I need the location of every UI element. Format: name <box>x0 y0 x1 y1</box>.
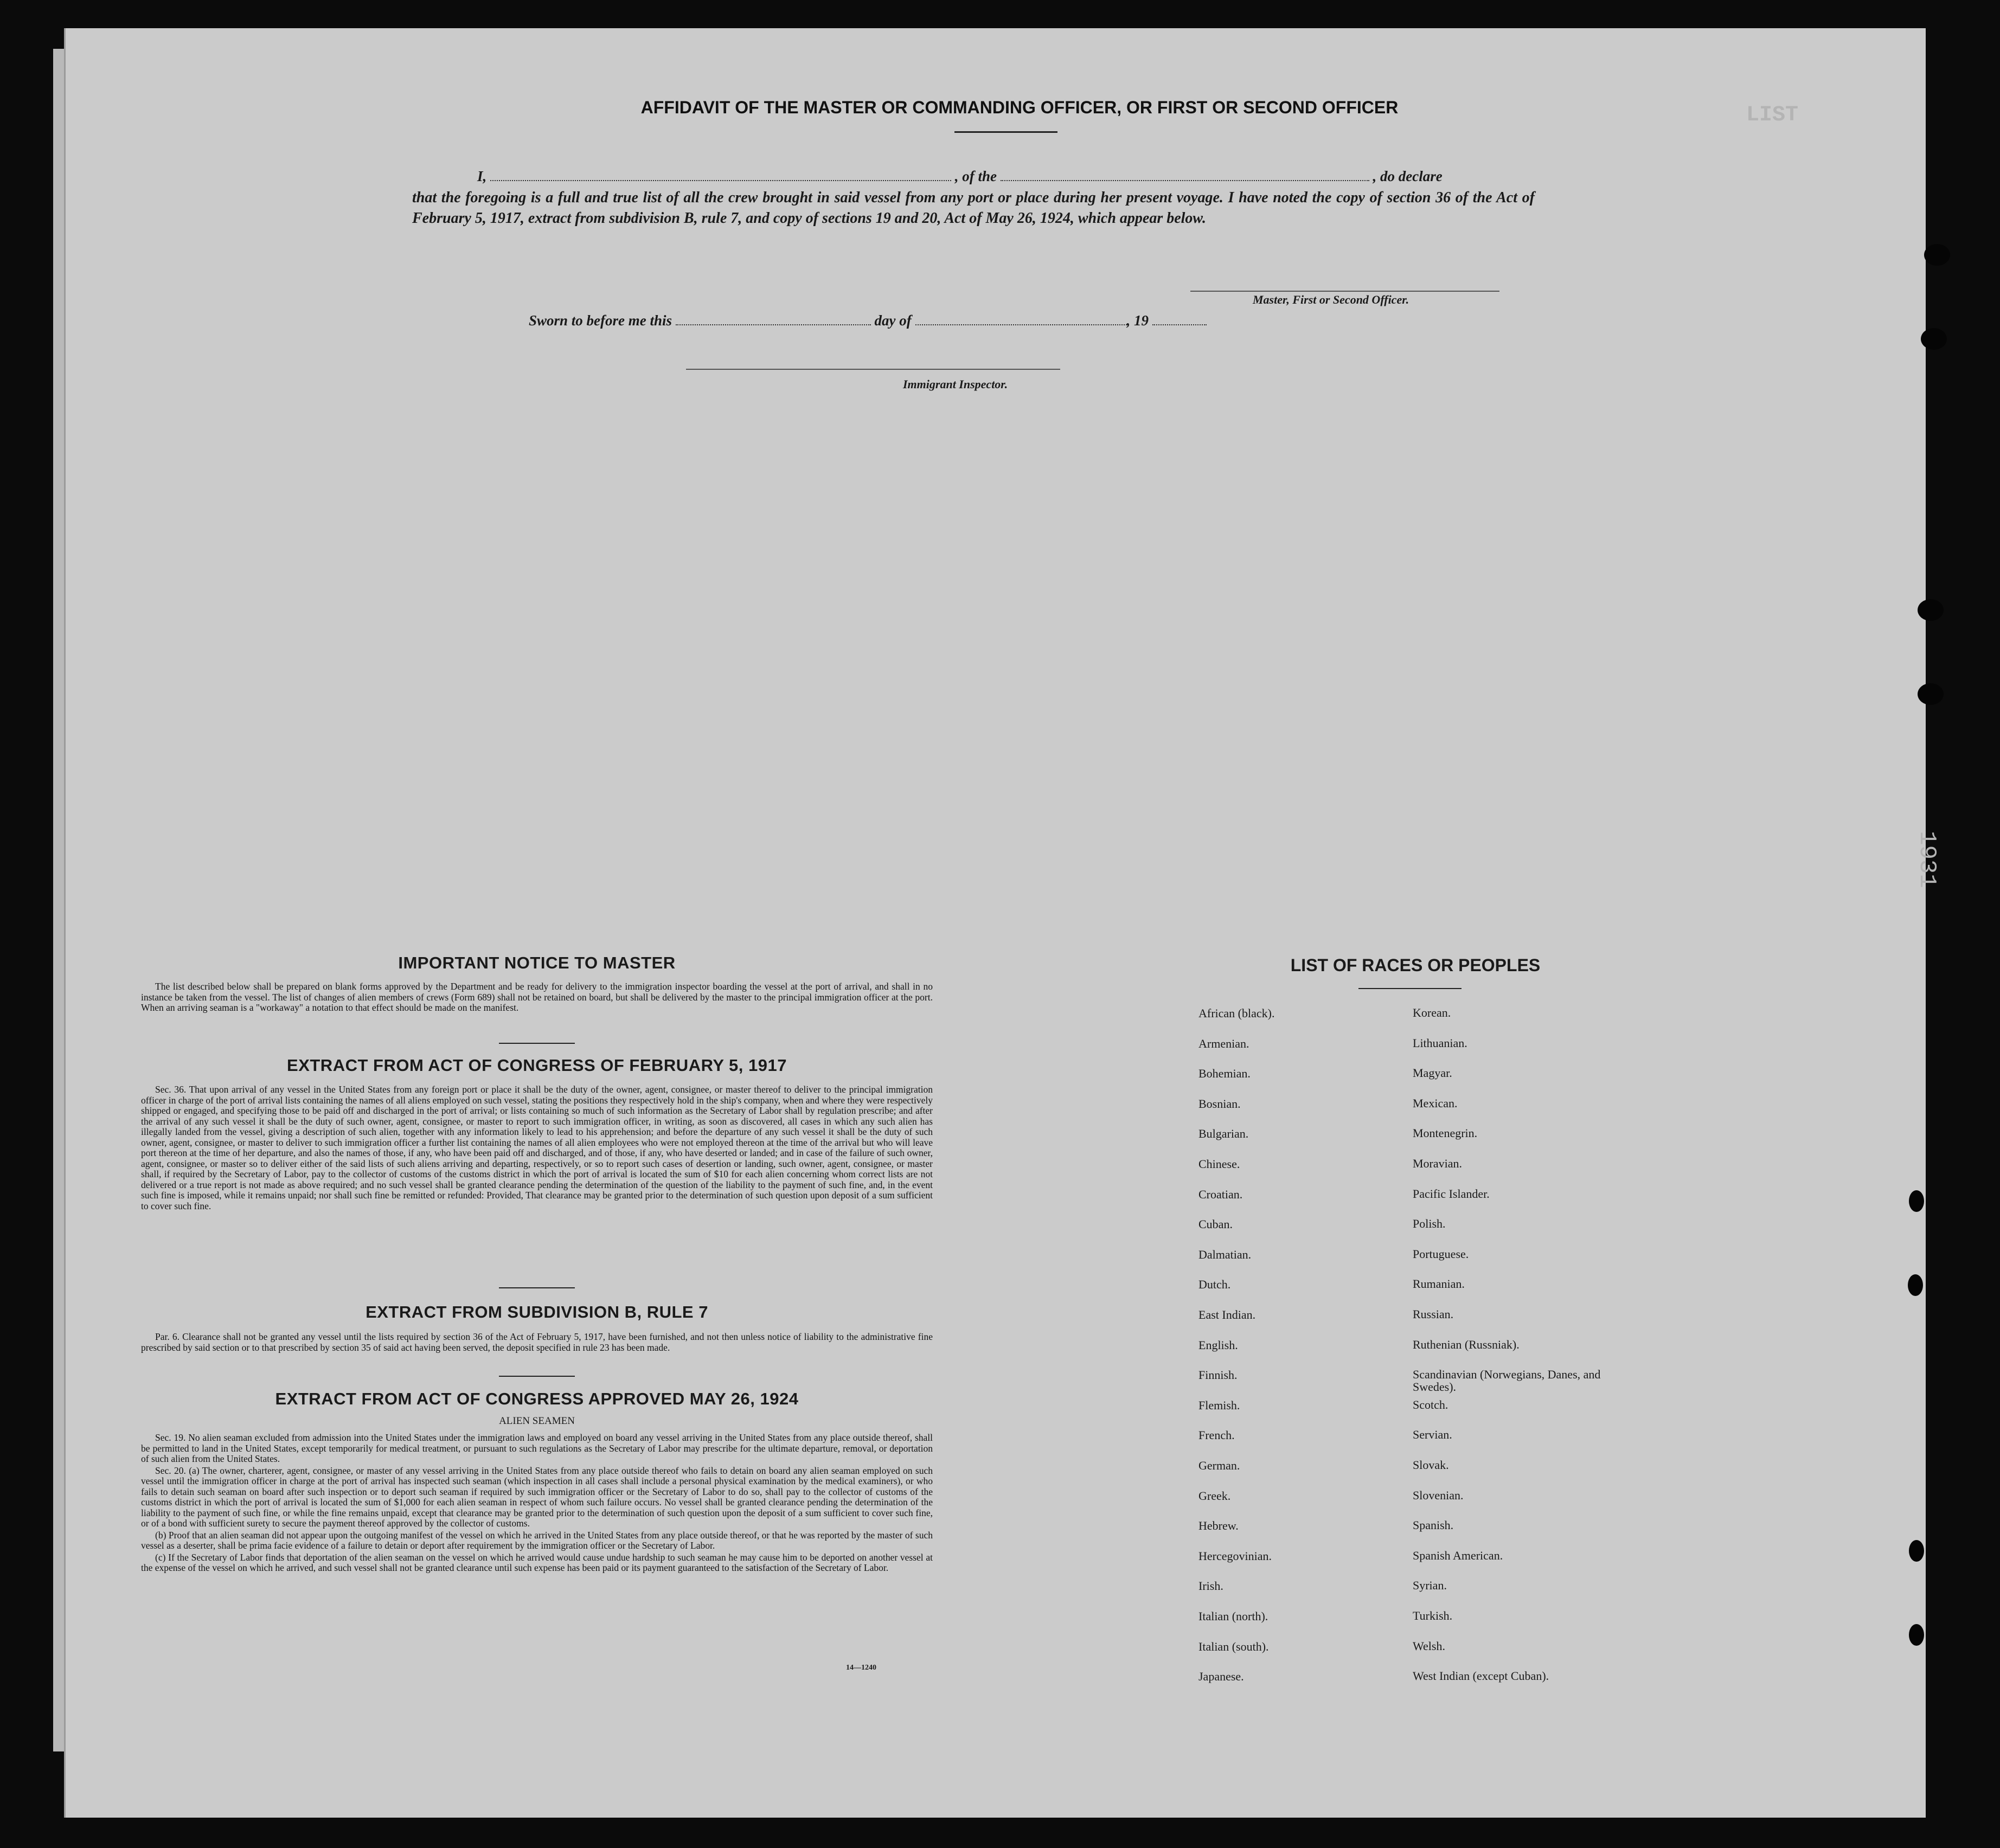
sworn-year-label: , 19 <box>1126 312 1149 329</box>
race-item-left: Bulgarian. <box>1198 1127 1249 1140</box>
race-item-left: Japanese. <box>1198 1670 1244 1683</box>
sec20c-paragraph: (c) If the Secretary of Labor finds that deportation of the alien seaman on the vessel on which he arrived would cause undue hardship to such seaman he may cause him to be deported on another vessel at the expense of the vessel on which he arrived, and such vessel shall not be granted clearance until such expense has been paid or its payment guaranteed to the satisfaction of the Secretary of Labor. <box>141 1551 933 1573</box>
section-divider <box>499 1043 575 1044</box>
race-item-left: Chinese. <box>1198 1157 1240 1171</box>
race-item-left: Dutch. <box>1198 1278 1231 1291</box>
race-item-left: Finnish. <box>1198 1368 1238 1382</box>
section-divider <box>499 1287 575 1288</box>
race-item-right: Rumanian. <box>1413 1277 1465 1291</box>
race-item-left: Armenian. <box>1198 1037 1249 1050</box>
notice-text <box>141 981 933 1015</box>
race-item-left: African (black). <box>1198 1006 1275 1020</box>
race-item-right: Spanish. <box>1413 1518 1454 1532</box>
race-item-right: Polish. <box>1413 1217 1446 1230</box>
vessel-field[interactable] <box>1001 167 1369 181</box>
affidavit-title: AFFIDAVIT OF THE MASTER OR COMMANDING OFFICER, OR FIRST OR SECOND OFFICER <box>640 98 1399 117</box>
race-item-right: Korean. <box>1413 1006 1451 1019</box>
declaration-of: , of the <box>954 168 997 184</box>
punch-hole <box>1918 599 1944 621</box>
sec20b-paragraph: (b) Proof that an alien seaman did not appear upon the outgoing manifest of the vessel on which he arrived in the United States from any place outside thereof, or that he was reported by the master of such vessel as a deserter, shall be prima facie evidence of a failure to detain or deport after requirement by the immigration officer or the Secretary of Labor. <box>141 1529 933 1551</box>
declaration-declare: , do declare <box>1373 168 1443 184</box>
rule7-title: EXTRACT FROM SUBDIVISION B, RULE 7 <box>366 1302 708 1321</box>
name-field[interactable] <box>490 167 951 181</box>
race-item-right: Scandinavian (Norwegians, Danes, and Swedes). <box>1413 1368 1601 1394</box>
punch-hole <box>1909 1190 1924 1212</box>
race-item-right: Turkish. <box>1413 1609 1453 1622</box>
race-item-left: English. <box>1198 1338 1238 1352</box>
extract-1917-paragraph: Sec. 36. That upon arrival of any vessel in the United States from any foreign port or place it shall be the duty of the owner, agent, consignee, or master thereof to deliver to the principal immigration officer in charge of the port of arrival lists containing the names of all aliens employed on such vessel, stating the positions they respectively hold in the ship's company, when and where they were respectively shipped or engaged, and specifying those to be paid off and discharged in the port of arrival; or lists containing so much of such information as the Secretary of Labor shall by regulation prescribe; and after the arrival of any such vessel it shall be the duty of such owner, agent, consignee, or master to report to such immigration officer, in writing, as soon as discovered, all cases in which any such alien has illegally landed from the vessel, giving a description of such alien, together with any information likely to lead to his apprehension; and before the departure of any such vessel it shall be the duty of such owner, agent, consignee, or master to deliver to such immigration officer a further list containing the names of all alien employees who were not employed thereon at the time of the arrival but who will leave port thereon at the time of her departure, and also the names of those, if any, who have been paid off and discharged, and of those, if any, who have deserted or landed; and in case of the failure of such owner, agent, consignee, or master so to deliver either of the said lists of such aliens arriving and departing, respectively, or so to report such cases of desertion or landing, such owner, agent, consignee, or master shall, if required by the Secretary of Labor, pay to the collector of customs of the customs district in which the port of arrival is located the sum of $10 for each alien concerning whom correct lists are not delivered or a true report is not made as above required; and no such vessel shall be granted clearance pending the determination of the question of the liability to the payment of such fine, and, in the event such fine is imposed, while it remains unpaid; nor shall such fine be remitted or refunded: Provided, That clearance may be granted prior to the determination of such question upon deposit of a sum sufficient to cover such fine. <box>141 1084 933 1211</box>
sworn-year-field[interactable] <box>1152 311 1207 325</box>
sec19-paragraph: Sec. 19. No alien seaman excluded from admission into the United States under the immigration laws and employed on board any vessel arriving in the United States from any place outside thereof, shall be permitted to land in the United States, except temporarily for medical treatment, or pursuant to such regulations as the Secretary of Labor may prescribe for the ultimate departure, removal, or deportation of such alien from the United States. <box>141 1432 933 1464</box>
affidavit-body: that the foregoing is a full and true list of all the crew brought in said vessel from any port or place during her present voyage. I have noted the copy of section 36 of the Act of February 5, 1917, extract from subdivision B, rule 7, and copy of sections 19 and 20, Act of May 26, 1924, which appear below. <box>412 189 1535 227</box>
sworn-day-label: day of <box>874 312 912 329</box>
signature-label: Master, First or Second Officer. <box>1253 293 1409 306</box>
punch-hole <box>1924 244 1950 266</box>
race-item-right: Scotch. <box>1413 1398 1448 1411</box>
race-item-left: Italian (north). <box>1198 1609 1268 1623</box>
race-item-right: Ruthenian (Russniak). <box>1413 1338 1520 1351</box>
race-item-left: Italian (south). <box>1198 1640 1269 1653</box>
bleed-through-text: LIST <box>1746 103 1799 127</box>
race-item-left: German. <box>1198 1459 1240 1472</box>
extract-1924-title: EXTRACT FROM ACT OF CONGRESS APPROVED MAY 26, 1924 <box>275 1389 799 1408</box>
race-item-right: Slovenian. <box>1413 1488 1464 1502</box>
rule7-paragraph: Par. 6. Clearance shall not be granted any vessel until the lists required by section 36 of the Act of February 5, 1917, have been furnished, and not then unless notice of liability to the administrative fine prescribed by said section or to that prescribed by section 35 of said act having been served, the deposit specified in rule 23 has been made. <box>141 1331 933 1353</box>
race-item-right: Servian. <box>1413 1428 1452 1441</box>
race-item-right: Portuguese. <box>1413 1247 1469 1261</box>
extract-1917-text <box>141 1085 933 1212</box>
race-item-right: Lithuanian. <box>1413 1036 1467 1050</box>
notice-paragraph: The list described below shall be prepared on blank forms approved by the Department and be ready for delivery to the immigration inspector boarding the vessel at the port of arrival, and shall in no instance be taken from the vessel. The list of changes of alien members of crews (Form 689) shall not be retained on board, but shall be delivered by the master to the principal immigration officer at the port. When an arriving seaman is a "workaway" a notation to that effect should be made on the manifest. <box>141 981 933 1013</box>
sworn-date-field[interactable] <box>676 311 871 325</box>
race-item-left: East Indian. <box>1198 1308 1256 1321</box>
sworn-prefix: Sworn to before me this <box>529 312 672 329</box>
bleed-through-text: 1931 <box>1913 831 1940 888</box>
race-item-right: Welsh. <box>1413 1639 1445 1653</box>
punch-hole <box>1909 1624 1924 1646</box>
race-item-right: Russian. <box>1413 1307 1454 1321</box>
race-item-left: Flemish. <box>1198 1398 1240 1412</box>
form-number: 14—1240 <box>846 1664 876 1672</box>
punch-hole <box>1921 328 1947 350</box>
race-item-right: Mexican. <box>1413 1096 1458 1110</box>
race-item-left: Dalmatian. <box>1198 1248 1252 1261</box>
race-item-right: Magyar. <box>1413 1066 1452 1080</box>
race-item-left: Bosnian. <box>1198 1097 1241 1111</box>
sec20a-paragraph: Sec. 20. (a) The owner, charterer, agent, consignee, or master of any vessel arriving in the United States from any place outside thereof who fails to detain on board any alien seaman employed on such vessel until the immigration officer in charge at the port of arrival has inspected such seaman (which inspection in all cases shall include a personal physical examination by the medical examiners), or who fails to detain such seaman on board after such inspection or to deport such seaman if required by such immigration officer or the Secretary of Labor to do so, shall pay to the collector of customs of the customs district in which the port of arrival is located the sum of $1,000 for each alien seaman in respect of whom such failure occurs. No vessel shall be granted clearance pending the determination of the liability to the payment of such fine, or while the fine remains unpaid, except that clearance may be granted prior to the determination of such question upon the deposit of a sum sufficient to cover such fine, or of a bond with sufficient surety to secure the payment thereof approved by the collector of customs. <box>141 1465 933 1529</box>
punch-hole <box>1918 683 1944 705</box>
signature-line[interactable] <box>1190 291 1499 292</box>
inspector-signature-line[interactable] <box>686 369 1060 370</box>
alien-seamen-subtitle: ALIEN SEAMEN <box>499 1415 575 1427</box>
sworn-month-field[interactable] <box>915 311 1127 325</box>
title-divider <box>954 131 1057 133</box>
inspector-label: Immigrant Inspector. <box>903 377 1008 391</box>
race-item-right: Slovak. <box>1413 1458 1449 1472</box>
race-item-left: Hercegovinian. <box>1198 1549 1272 1563</box>
race-item-right: Montenegrin. <box>1413 1126 1478 1140</box>
race-item-right: Pacific Islander. <box>1413 1187 1490 1201</box>
extract-1917-title: EXTRACT FROM ACT OF CONGRESS OF FEBRUARY 5, 1917 <box>287 1056 787 1075</box>
punch-hole <box>1908 1274 1923 1296</box>
race-item-left: Irish. <box>1198 1579 1223 1593</box>
sworn-line <box>529 310 1207 331</box>
race-item-left: Croatian. <box>1198 1188 1243 1201</box>
race-item-right: West Indian (except Cuban). <box>1413 1669 1549 1683</box>
declaration-line <box>477 166 1443 187</box>
section-divider <box>499 1376 575 1377</box>
declaration-i: I, <box>477 168 487 184</box>
punch-hole <box>1909 1540 1924 1562</box>
race-item-left: French. <box>1198 1428 1235 1442</box>
race-item-right: Spanish American. <box>1413 1549 1503 1562</box>
race-item-right: Moravian. <box>1413 1157 1463 1170</box>
races-title: LIST OF RACES OR PEOPLES <box>1290 955 1541 975</box>
race-item-left: Greek. <box>1198 1489 1231 1503</box>
race-item-right: Syrian. <box>1413 1579 1447 1592</box>
race-item-left: Bohemian. <box>1198 1067 1251 1080</box>
notice-title: IMPORTANT NOTICE TO MASTER <box>398 953 676 972</box>
extract-1924-text <box>141 1433 933 1575</box>
race-item-left: Cuban. <box>1198 1217 1233 1231</box>
rule7-text <box>141 1332 933 1354</box>
race-item-left: Hebrew. <box>1198 1519 1239 1532</box>
races-divider <box>1358 988 1461 989</box>
